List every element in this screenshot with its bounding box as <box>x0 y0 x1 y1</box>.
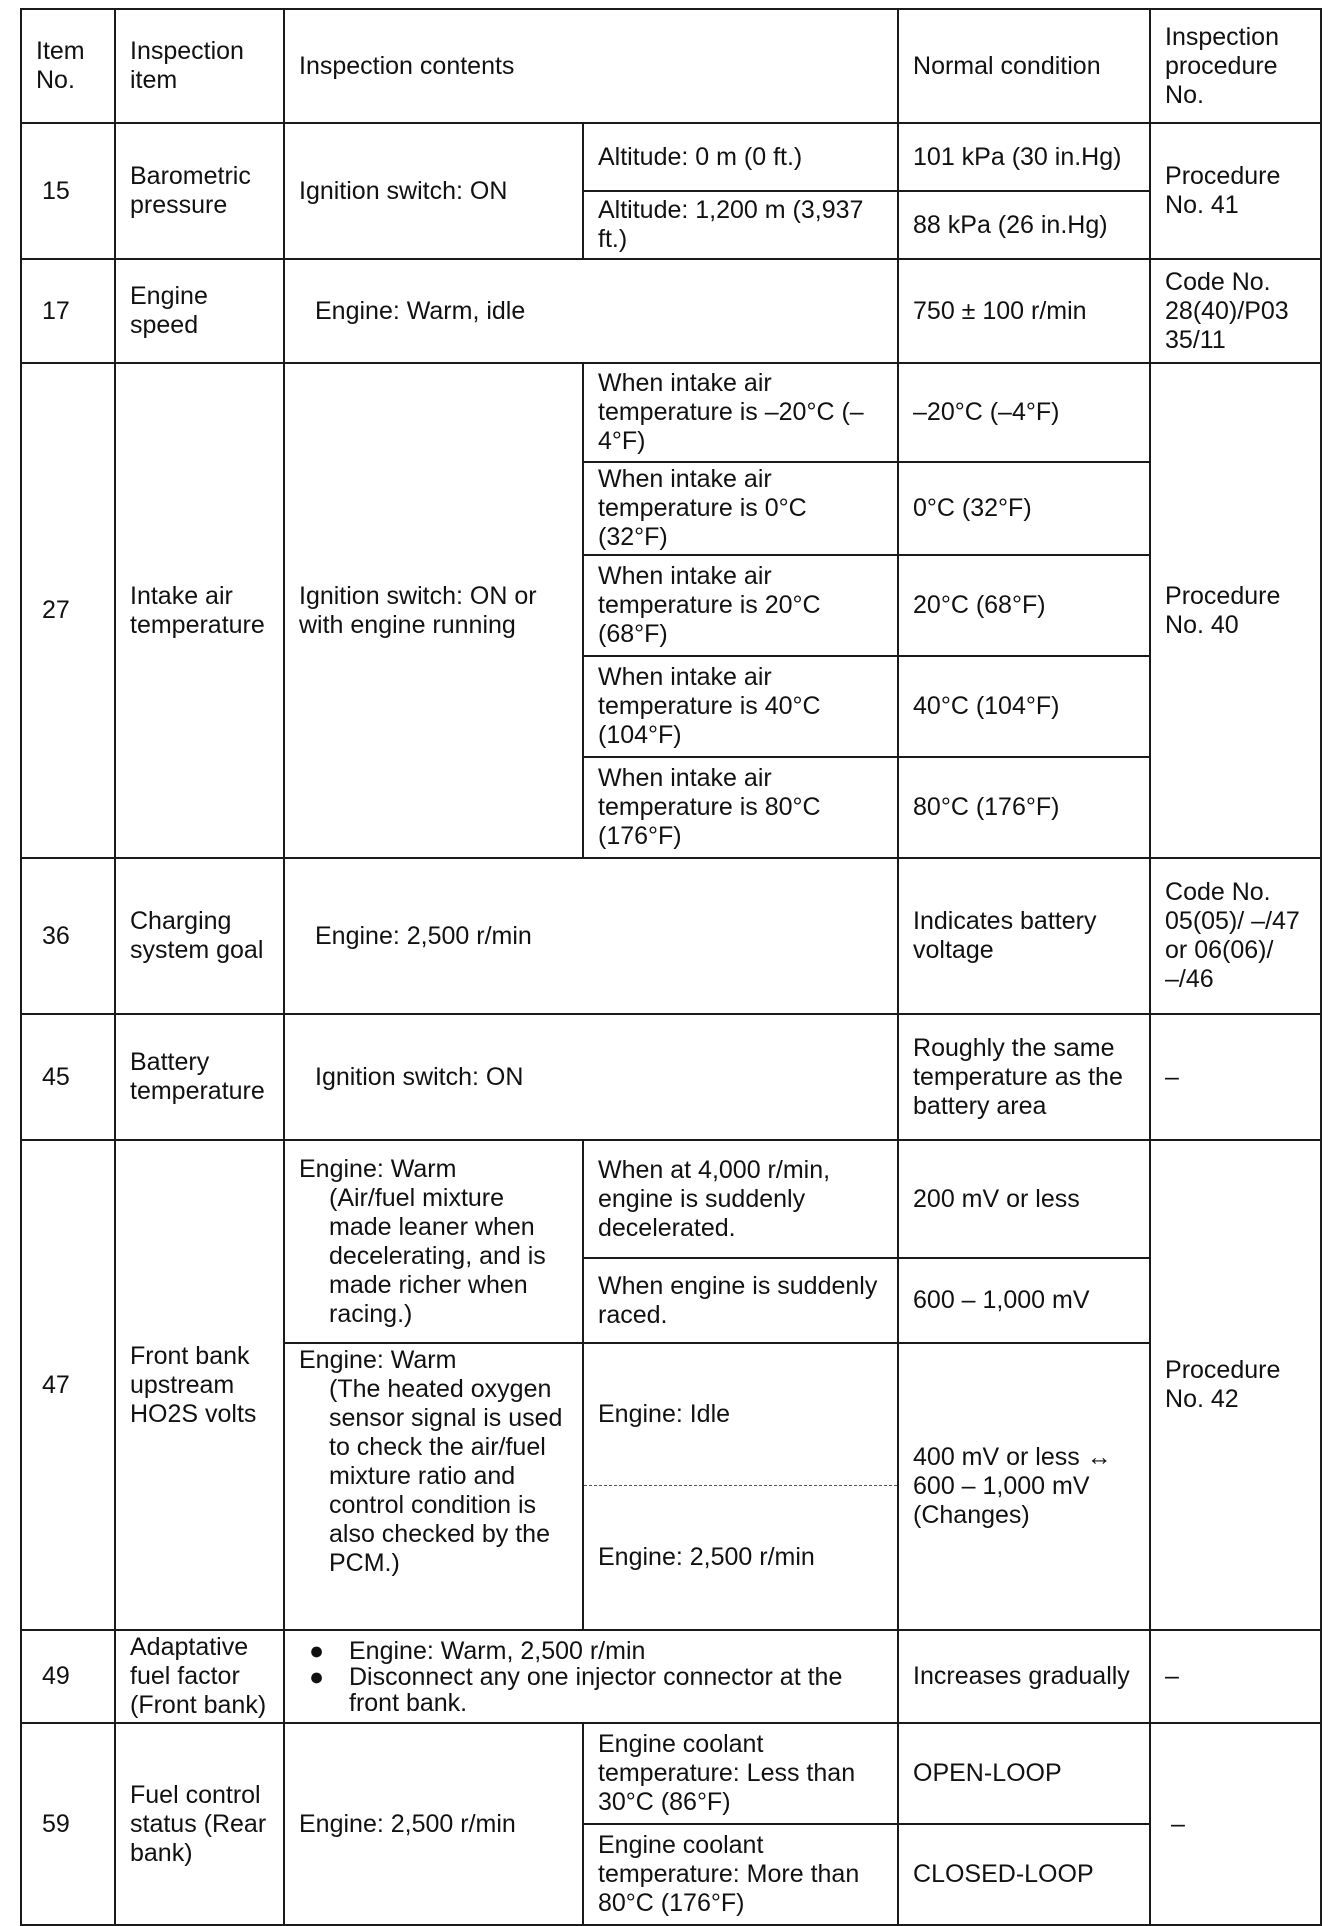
inspection-contents: Engine: 2,500 r/min <box>284 1723 583 1925</box>
normal-condition: Increases gradually <box>898 1630 1150 1723</box>
inspection-item: Engine speed <box>115 259 284 363</box>
condition: When intake air temperature is 40°C (104°F) <box>583 656 898 757</box>
condition: When intake air temperature is 20°C (68°F) <box>583 555 898 656</box>
inspection-contents: Ignition switch: ON <box>284 123 583 259</box>
table-row <box>21 1014 1321 1140</box>
condition: Engine coolant temperature: More than 80°C (176°F) <box>583 1824 898 1925</box>
item-no: 36 <box>21 858 115 1014</box>
header-item-no: Item No. <box>21 9 115 123</box>
procedure-no: Procedure No. 42 <box>1150 1140 1321 1630</box>
normal-condition: 80°C (176°F) <box>898 757 1150 858</box>
table-row <box>21 1140 1321 1258</box>
normal-condition: 400 mV or less ↔ 600 – 1,000 mV (Changes) <box>898 1343 1150 1630</box>
condition: Altitude: 1,200 m (3,937 ft.) <box>583 191 898 259</box>
normal-condition: –20°C (–4°F) <box>898 363 1150 462</box>
header-row <box>21 9 1321 123</box>
normal-condition: CLOSED-LOOP <box>898 1824 1150 1925</box>
inspection-contents: Ignition switch: ON or with engine running <box>284 363 583 858</box>
inspection-table <box>20 8 1322 1926</box>
inspection-item: Intake air temperature <box>115 363 284 858</box>
item-no: 49 <box>21 1630 115 1723</box>
condition: When intake air temperature is –20°C (–4°F) <box>583 363 898 462</box>
normal-condition: OPEN-LOOP <box>898 1723 1150 1824</box>
inspection-contents <box>284 1630 898 1723</box>
item-no: 27 <box>21 363 115 858</box>
bullet-item <box>299 1664 883 1716</box>
item-no: 15 <box>21 123 115 259</box>
header-procedure-no: Inspection procedure No. <box>1150 9 1321 123</box>
condition: Engine coolant temperature: Less than 30°C (86°F) <box>583 1723 898 1824</box>
normal-condition: 0°C (32°F) <box>898 462 1150 555</box>
normal-condition: 88 kPa (26 in.Hg) <box>898 191 1150 259</box>
header-inspection-item: Inspection item <box>115 9 284 123</box>
condition: Altitude: 0 m (0 ft.) <box>583 123 898 191</box>
condition: Engine: Idle <box>583 1343 898 1485</box>
table-row <box>21 1630 1321 1723</box>
contents-title: Engine: Warm <box>299 1346 457 1374</box>
condition: When at 4,000 r/min, engine is suddenly decelerated. <box>583 1140 898 1258</box>
item-no: 59 <box>21 1723 115 1925</box>
table-row <box>21 363 1321 462</box>
procedure-no: – <box>1150 1630 1321 1723</box>
bullet-dot-icon: ● <box>309 1636 325 1665</box>
normal-condition: 750 ± 100 r/min <box>898 259 1150 363</box>
item-no: 45 <box>21 1014 115 1140</box>
inspection-item: Fuel control status (Rear bank) <box>115 1723 284 1925</box>
item-no: 17 <box>21 259 115 363</box>
bullet-item <box>299 1638 883 1664</box>
procedure-no: Procedure No. 41 <box>1150 123 1321 259</box>
normal-condition: Roughly the same temperature as the battery area <box>898 1014 1150 1140</box>
normal-condition: 200 mV or less <box>898 1140 1150 1258</box>
inspection-contents <box>284 1343 583 1630</box>
inspection-contents: Ignition switch: ON <box>284 1014 898 1140</box>
inspection-item: Battery temperature <box>115 1014 284 1140</box>
table-row <box>21 123 1321 191</box>
table-row <box>21 858 1321 1014</box>
procedure-no: – <box>1150 1014 1321 1140</box>
procedure-no: Procedure No. 40 <box>1150 363 1321 858</box>
normal-condition: Indicates battery voltage <box>898 858 1150 1014</box>
item-no: 47 <box>21 1140 115 1630</box>
contents-note: (Air/fuel mixture made leaner when decelerating, and is made richer when racing.) <box>329 1183 546 1328</box>
inspection-contents <box>284 1140 583 1343</box>
contents-title: Engine: Warm <box>299 1154 457 1183</box>
inspection-contents: Engine: Warm, idle <box>284 259 898 363</box>
inspection-contents: Engine: 2,500 r/min <box>284 858 898 1014</box>
table-row <box>21 1723 1321 1824</box>
inspection-item: Barometric pressure <box>115 123 284 259</box>
normal-condition: 20°C (68°F) <box>898 555 1150 656</box>
condition: When intake air temperature is 80°C (176°F) <box>583 757 898 858</box>
inspection-item: Adaptative fuel factor (Front bank) <box>115 1630 284 1723</box>
condition: When engine is suddenly raced. <box>583 1258 898 1343</box>
header-inspection-contents: Inspection contents <box>284 9 898 123</box>
table-row <box>21 259 1321 363</box>
normal-condition: 101 kPa (30 in.Hg) <box>898 123 1150 191</box>
contents-note: (The heated oxygen sensor signal is used to check the air/fuel mixture ratio and control condition is also checked by the PCM.) <box>329 1375 563 1577</box>
bullet-dot-icon: ● <box>309 1662 325 1691</box>
condition: When intake air temperature is 0°C (32°F) <box>583 462 898 555</box>
normal-condition: 600 – 1,000 mV <box>898 1258 1150 1343</box>
normal-condition: 40°C (104°F) <box>898 656 1150 757</box>
condition: Engine: 2,500 r/min <box>583 1485 898 1630</box>
bullet-text: Disconnect any one injector connector at the front bank. <box>349 1662 843 1717</box>
procedure-no: Code No. 28(40)/P03 35/11 <box>1150 259 1321 363</box>
inspection-item: Front bank upstream HO2S volts <box>115 1140 284 1630</box>
procedure-no: – <box>1150 1723 1321 1925</box>
header-normal-condition: Normal condition <box>898 9 1150 123</box>
bullet-text: Engine: Warm, 2,500 r/min <box>349 1636 646 1665</box>
procedure-no: Code No. 05(05)/ –/47 or 06(06)/ –/46 <box>1150 858 1321 1014</box>
inspection-item: Charging system goal <box>115 858 284 1014</box>
